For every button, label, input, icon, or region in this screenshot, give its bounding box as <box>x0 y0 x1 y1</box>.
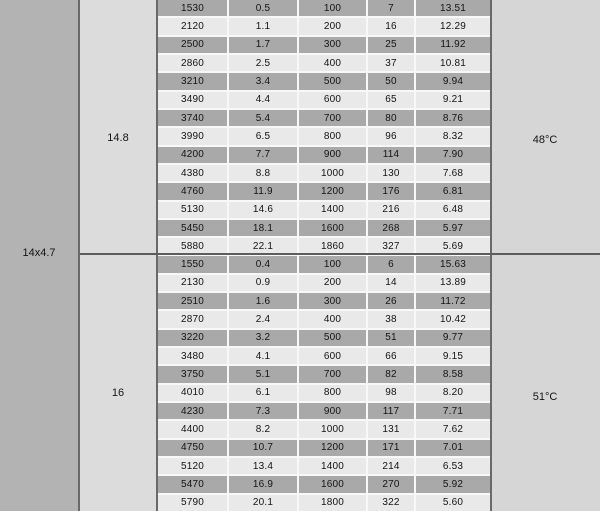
table-cell: 11.72 <box>416 293 490 309</box>
table-cell: 98 <box>368 385 414 401</box>
table-cell: 82 <box>368 366 414 382</box>
table-cell: 3210 <box>158 73 227 89</box>
table-cell: 4750 <box>158 440 227 456</box>
table-cell: 2130 <box>158 275 227 291</box>
table-cell: 11.92 <box>416 37 490 53</box>
table-cell: 9.77 <box>416 330 490 346</box>
table-cell: 214 <box>368 458 414 474</box>
table-cell: 400 <box>299 311 366 327</box>
table-cell: 4010 <box>158 385 227 401</box>
table-cell: 268 <box>368 220 414 236</box>
table-cell: 900 <box>299 403 366 419</box>
group-2-temperature-label: 51°C <box>532 391 558 403</box>
table-cell: 5880 <box>158 238 227 254</box>
table-cell: 2870 <box>158 311 227 327</box>
table-cell: 5470 <box>158 476 227 492</box>
table-cell: 700 <box>299 366 366 382</box>
table-cell: 13.89 <box>416 275 490 291</box>
table-cell: 5130 <box>158 202 227 218</box>
table-cell: 2.4 <box>229 311 297 327</box>
table-cell: 400 <box>299 55 366 71</box>
table-cell: 1.6 <box>229 293 297 309</box>
table-cell: 1600 <box>299 476 366 492</box>
table-cell: 9.94 <box>416 73 490 89</box>
table-cell: 600 <box>299 348 366 364</box>
table-cell: 4.4 <box>229 92 297 108</box>
table-cell: 9.21 <box>416 92 490 108</box>
table-cell: 15.63 <box>416 256 490 272</box>
table-cell: 22.1 <box>229 238 297 254</box>
table-cell: 5.69 <box>416 238 490 254</box>
table-cell: 6.5 <box>229 128 297 144</box>
table-cell: 14.6 <box>229 202 297 218</box>
table-cell: 3220 <box>158 330 227 346</box>
table-cell: 8.2 <box>229 421 297 437</box>
table-cell: 1550 <box>158 256 227 272</box>
table-cell: 900 <box>299 147 366 163</box>
table-cell: 8.76 <box>416 110 490 126</box>
table-cell: 12.29 <box>416 18 490 34</box>
table-cell: 6.1 <box>229 385 297 401</box>
table-cell: 65 <box>368 92 414 108</box>
table-cell: 5.92 <box>416 476 490 492</box>
table-cell: 7.62 <box>416 421 490 437</box>
table-cell: 3480 <box>158 348 227 364</box>
table-cell: 4230 <box>158 403 227 419</box>
table-cell: 6.48 <box>416 202 490 218</box>
table-cell: 1.1 <box>229 18 297 34</box>
table-cell: 3.4 <box>229 73 297 89</box>
table-cell: 25 <box>368 37 414 53</box>
table-cell: 700 <box>299 110 366 126</box>
table-cell: 216 <box>368 202 414 218</box>
table-cell: 3740 <box>158 110 227 126</box>
group-1-voltage-label: 14.8 <box>107 132 129 144</box>
table-cell: 7.71 <box>416 403 490 419</box>
table-cell: 5.97 <box>416 220 490 236</box>
table-cell: 5.1 <box>229 366 297 382</box>
table-cell: 300 <box>299 37 366 53</box>
table-cell: 7.7 <box>229 147 297 163</box>
table-cell: 8.8 <box>229 165 297 181</box>
table-cell: 800 <box>299 128 366 144</box>
table-cell: 4200 <box>158 147 227 163</box>
table-cell: 4.1 <box>229 348 297 364</box>
table-cell: 4400 <box>158 421 227 437</box>
table-cell: 322 <box>368 495 414 511</box>
table-cell: 3.2 <box>229 330 297 346</box>
table-cell: 2500 <box>158 37 227 53</box>
table-cell: 7.3 <box>229 403 297 419</box>
data-grid <box>158 0 490 511</box>
table-cell: 7.01 <box>416 440 490 456</box>
table-cell: 9.15 <box>416 348 490 364</box>
table-cell: 200 <box>299 18 366 34</box>
table-cell: 117 <box>368 403 414 419</box>
table-cell: 1400 <box>299 458 366 474</box>
table-cell: 16 <box>368 18 414 34</box>
table-cell: 2510 <box>158 293 227 309</box>
table-cell: 5.4 <box>229 110 297 126</box>
table-cell: 2860 <box>158 55 227 71</box>
table-cell: 131 <box>368 421 414 437</box>
table-cell: 176 <box>368 183 414 199</box>
group-2-voltage-label: 16 <box>111 387 125 399</box>
table-cell: 5450 <box>158 220 227 236</box>
table-cell: 171 <box>368 440 414 456</box>
table-cell: 1600 <box>299 220 366 236</box>
table-cell: 0.5 <box>229 0 297 16</box>
table-cell: 51 <box>368 330 414 346</box>
table-cell: 10.7 <box>229 440 297 456</box>
table-cell: 1000 <box>299 421 366 437</box>
table-cell: 130 <box>368 165 414 181</box>
table-cell: 1200 <box>299 440 366 456</box>
table-cell: 10.81 <box>416 55 490 71</box>
table-cell: 5120 <box>158 458 227 474</box>
table-cell: 80 <box>368 110 414 126</box>
table-cell: 3990 <box>158 128 227 144</box>
table-cell: 0.9 <box>229 275 297 291</box>
table-cell: 4760 <box>158 183 227 199</box>
table-cell: 2.5 <box>229 55 297 71</box>
table-cell: 96 <box>368 128 414 144</box>
table-cell: 200 <box>299 275 366 291</box>
table-cell: 4380 <box>158 165 227 181</box>
table-cell: 38 <box>368 311 414 327</box>
table-cell: 13.4 <box>229 458 297 474</box>
table-cell: 18.1 <box>229 220 297 236</box>
table-cell: 11.9 <box>229 183 297 199</box>
table-cell: 6 <box>368 256 414 272</box>
table-cell: 1860 <box>299 238 366 254</box>
table-cell: 1000 <box>299 165 366 181</box>
table-cell: 1200 <box>299 183 366 199</box>
table-cell: 1400 <box>299 202 366 218</box>
table-cell: 50 <box>368 73 414 89</box>
table-cell: 114 <box>368 147 414 163</box>
table-cell: 100 <box>299 0 366 16</box>
table-cell: 3750 <box>158 366 227 382</box>
table-cell: 3490 <box>158 92 227 108</box>
table-cell: 270 <box>368 476 414 492</box>
table-cell: 6.81 <box>416 183 490 199</box>
table-cell: 5790 <box>158 495 227 511</box>
table-cell: 5.60 <box>416 495 490 511</box>
voltage-group-column <box>80 0 158 511</box>
table-cell: 500 <box>299 330 366 346</box>
table-cell: 6.53 <box>416 458 490 474</box>
table-cell: 8.58 <box>416 366 490 382</box>
table-cell: 1800 <box>299 495 366 511</box>
table-cell: 13.51 <box>416 0 490 16</box>
table-cell: 1.7 <box>229 37 297 53</box>
table-cell: 26 <box>368 293 414 309</box>
table-cell: 300 <box>299 293 366 309</box>
table-cell: 327 <box>368 238 414 254</box>
group-divider-line <box>80 253 600 255</box>
table-cell: 7 <box>368 0 414 16</box>
table-cell: 37 <box>368 55 414 71</box>
table-cell: 800 <box>299 385 366 401</box>
table-cell: 7.68 <box>416 165 490 181</box>
table-cell: 500 <box>299 73 366 89</box>
table-cell: 10.42 <box>416 311 490 327</box>
table-cell: 7.90 <box>416 147 490 163</box>
table-cell: 2120 <box>158 18 227 34</box>
table-cell: 16.9 <box>229 476 297 492</box>
table-cell: 14 <box>368 275 414 291</box>
table-cell: 20.1 <box>229 495 297 511</box>
prop-size-label: 14x4.7 <box>22 247 56 259</box>
table-cell: 0.4 <box>229 256 297 272</box>
temperature-column <box>490 0 600 511</box>
table-cell: 100 <box>299 256 366 272</box>
table-cell: 600 <box>299 92 366 108</box>
table-cell: 8.20 <box>416 385 490 401</box>
table-cell: 8.32 <box>416 128 490 144</box>
group-1-temperature-label: 48°C <box>532 134 558 146</box>
table-cell: 66 <box>368 348 414 364</box>
table-cell: 1530 <box>158 0 227 16</box>
